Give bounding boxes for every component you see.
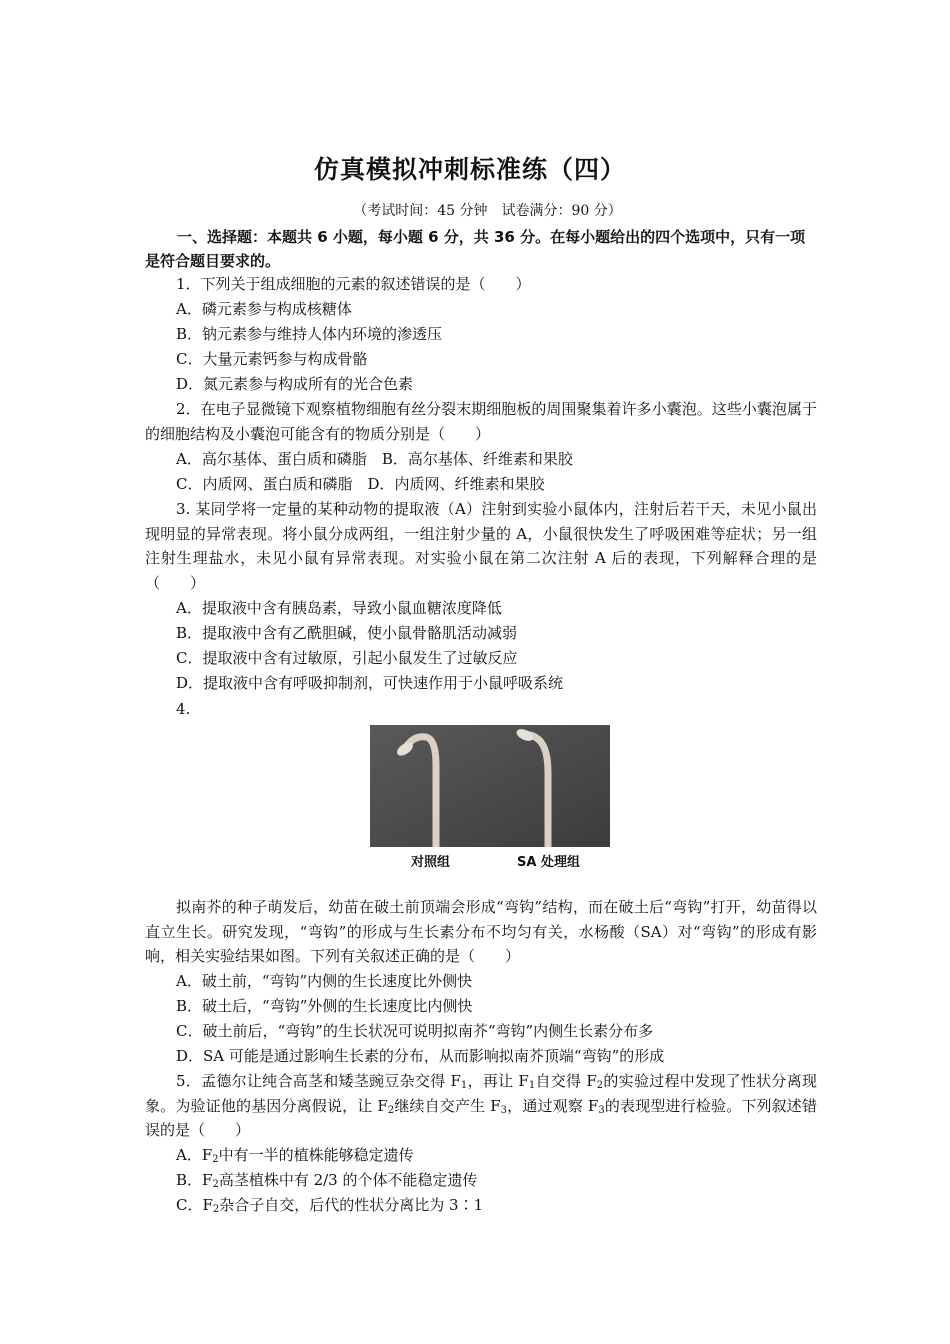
q4-stem: 拟南芥的种子萌发后，幼苗在破土前顶端会形成“弯钩”结构，而在破土后“弯钩”打开，幼苗得以直立生长。研究发现，“弯钩”的形成与生长素分布不均匀有关，水杨酸（SA）对“弯钩”的形成有影响，相关实验结果如图。下列有关叙述正确的是（ ） [145, 898, 817, 965]
figure-label-sa: SA 处理组 [517, 855, 580, 870]
q3-option-c: C．提取液中含有过敏原，引起小鼠发生了过敏反应 [176, 649, 518, 667]
figure-label-control: 对照组 [411, 855, 451, 870]
q4-number: 4. [176, 700, 191, 718]
q1-stem: 1．下列关于组成细胞的元素的叙述错误的是（ ） [176, 275, 531, 293]
q5-stem: 5．孟德尔让纯合高茎和矮茎豌豆杂交得 $F_1$，再让 $F_1$自交得 $F_2$的实验过程中发现了性状分离现象。为验证他的基因分离假说，让 $F_2$继续自交产生 $F_3$，通过观察 $F_3$的表现型进行检验。下列叙述错误的是（ ） [145, 1072, 817, 1139]
q5-option-a: A．$F_2$中有一半的植株能够稳定遗传 [176, 1146, 414, 1165]
page-title: 仿真模拟冲刺标准练（四） [313, 155, 626, 184]
q2-options-ab: A．高尔基体、蛋白质和磷脂 B．高尔基体、纤维素和果胶 [176, 450, 573, 468]
q1-option-d: D．氮元素参与构成所有的光合色素 [176, 375, 414, 393]
q4-option-d: D．SA 可能是通过影响生长素的分布，从而影响拟南芥顶端“弯钩”的形成 [176, 1047, 665, 1065]
q3-option-a: A．提取液中含有胰岛素，导致小鼠血糖浓度降低 [176, 599, 502, 617]
seedling-photo [370, 725, 610, 847]
q3-option-b: B．提取液中含有乙酰胆碱，使小鼠骨骼肌活动减弱 [176, 624, 518, 642]
q4-option-c: C．破土前后，“弯钩”的生长状况可说明拟南芥“弯钩”内侧生长素分布多 [176, 1022, 654, 1040]
q4-option-b: B．破土后，“弯钩”外侧的生长速度比内侧快 [176, 997, 473, 1015]
q5-option-b: B．$F_2$高茎植株中有 2/3 的个体不能稳定遗传 [176, 1171, 478, 1190]
section-heading: 一、选择题：本题共 6 小题，每小题 6 分，共 36 分。在每小题给出的四个选项中，只有一项是符合题目要求的。 [145, 228, 806, 270]
q3-option-d: D．提取液中含有呼吸抑制剂，可快速作用于小鼠呼吸系统 [176, 674, 564, 692]
q1-option-c: C．大量元素钙参与构成骨骼 [176, 350, 368, 368]
q5-option-c: C．$F_2$杂合子自交，后代的性状分离比为 3∶1 [176, 1196, 484, 1215]
q1-option-a: A．磷元素参与构成核糖体 [176, 300, 352, 318]
exam-info: （考试时间：45 分钟 试卷满分：90 分） [353, 203, 622, 219]
q1-option-b: B．钠元素参与维持人体内环境的渗透压 [176, 325, 443, 343]
q2-stem: 2．在电子显微镜下观察植物细胞有丝分裂末期细胞板的周围聚集着许多小囊泡。这些小囊泡属于的细胞结构及小囊泡可能含有的物质分别是（ ） [145, 400, 817, 443]
q2-options-cd: C．内质网、蛋白质和磷脂 D．内质网、纤维素和果胶 [176, 475, 545, 493]
q3-stem: 3. 某同学将一定量的某种动物的提取液（A）注射到实验小鼠体内，注射后若干天，未见小鼠出现明显的异常表现。将小鼠分成两组，一组注射少量的 A，小鼠很快发生了呼吸困难等症状；另一组注射生理盐水，未见小鼠有异常表现。对实验小鼠在第二次注射 A 后的表现，下列解释合理的是（ ） [145, 500, 817, 592]
q4-option-a: A．破土前，“弯钩”内侧的生长速度比外侧快 [176, 972, 473, 990]
